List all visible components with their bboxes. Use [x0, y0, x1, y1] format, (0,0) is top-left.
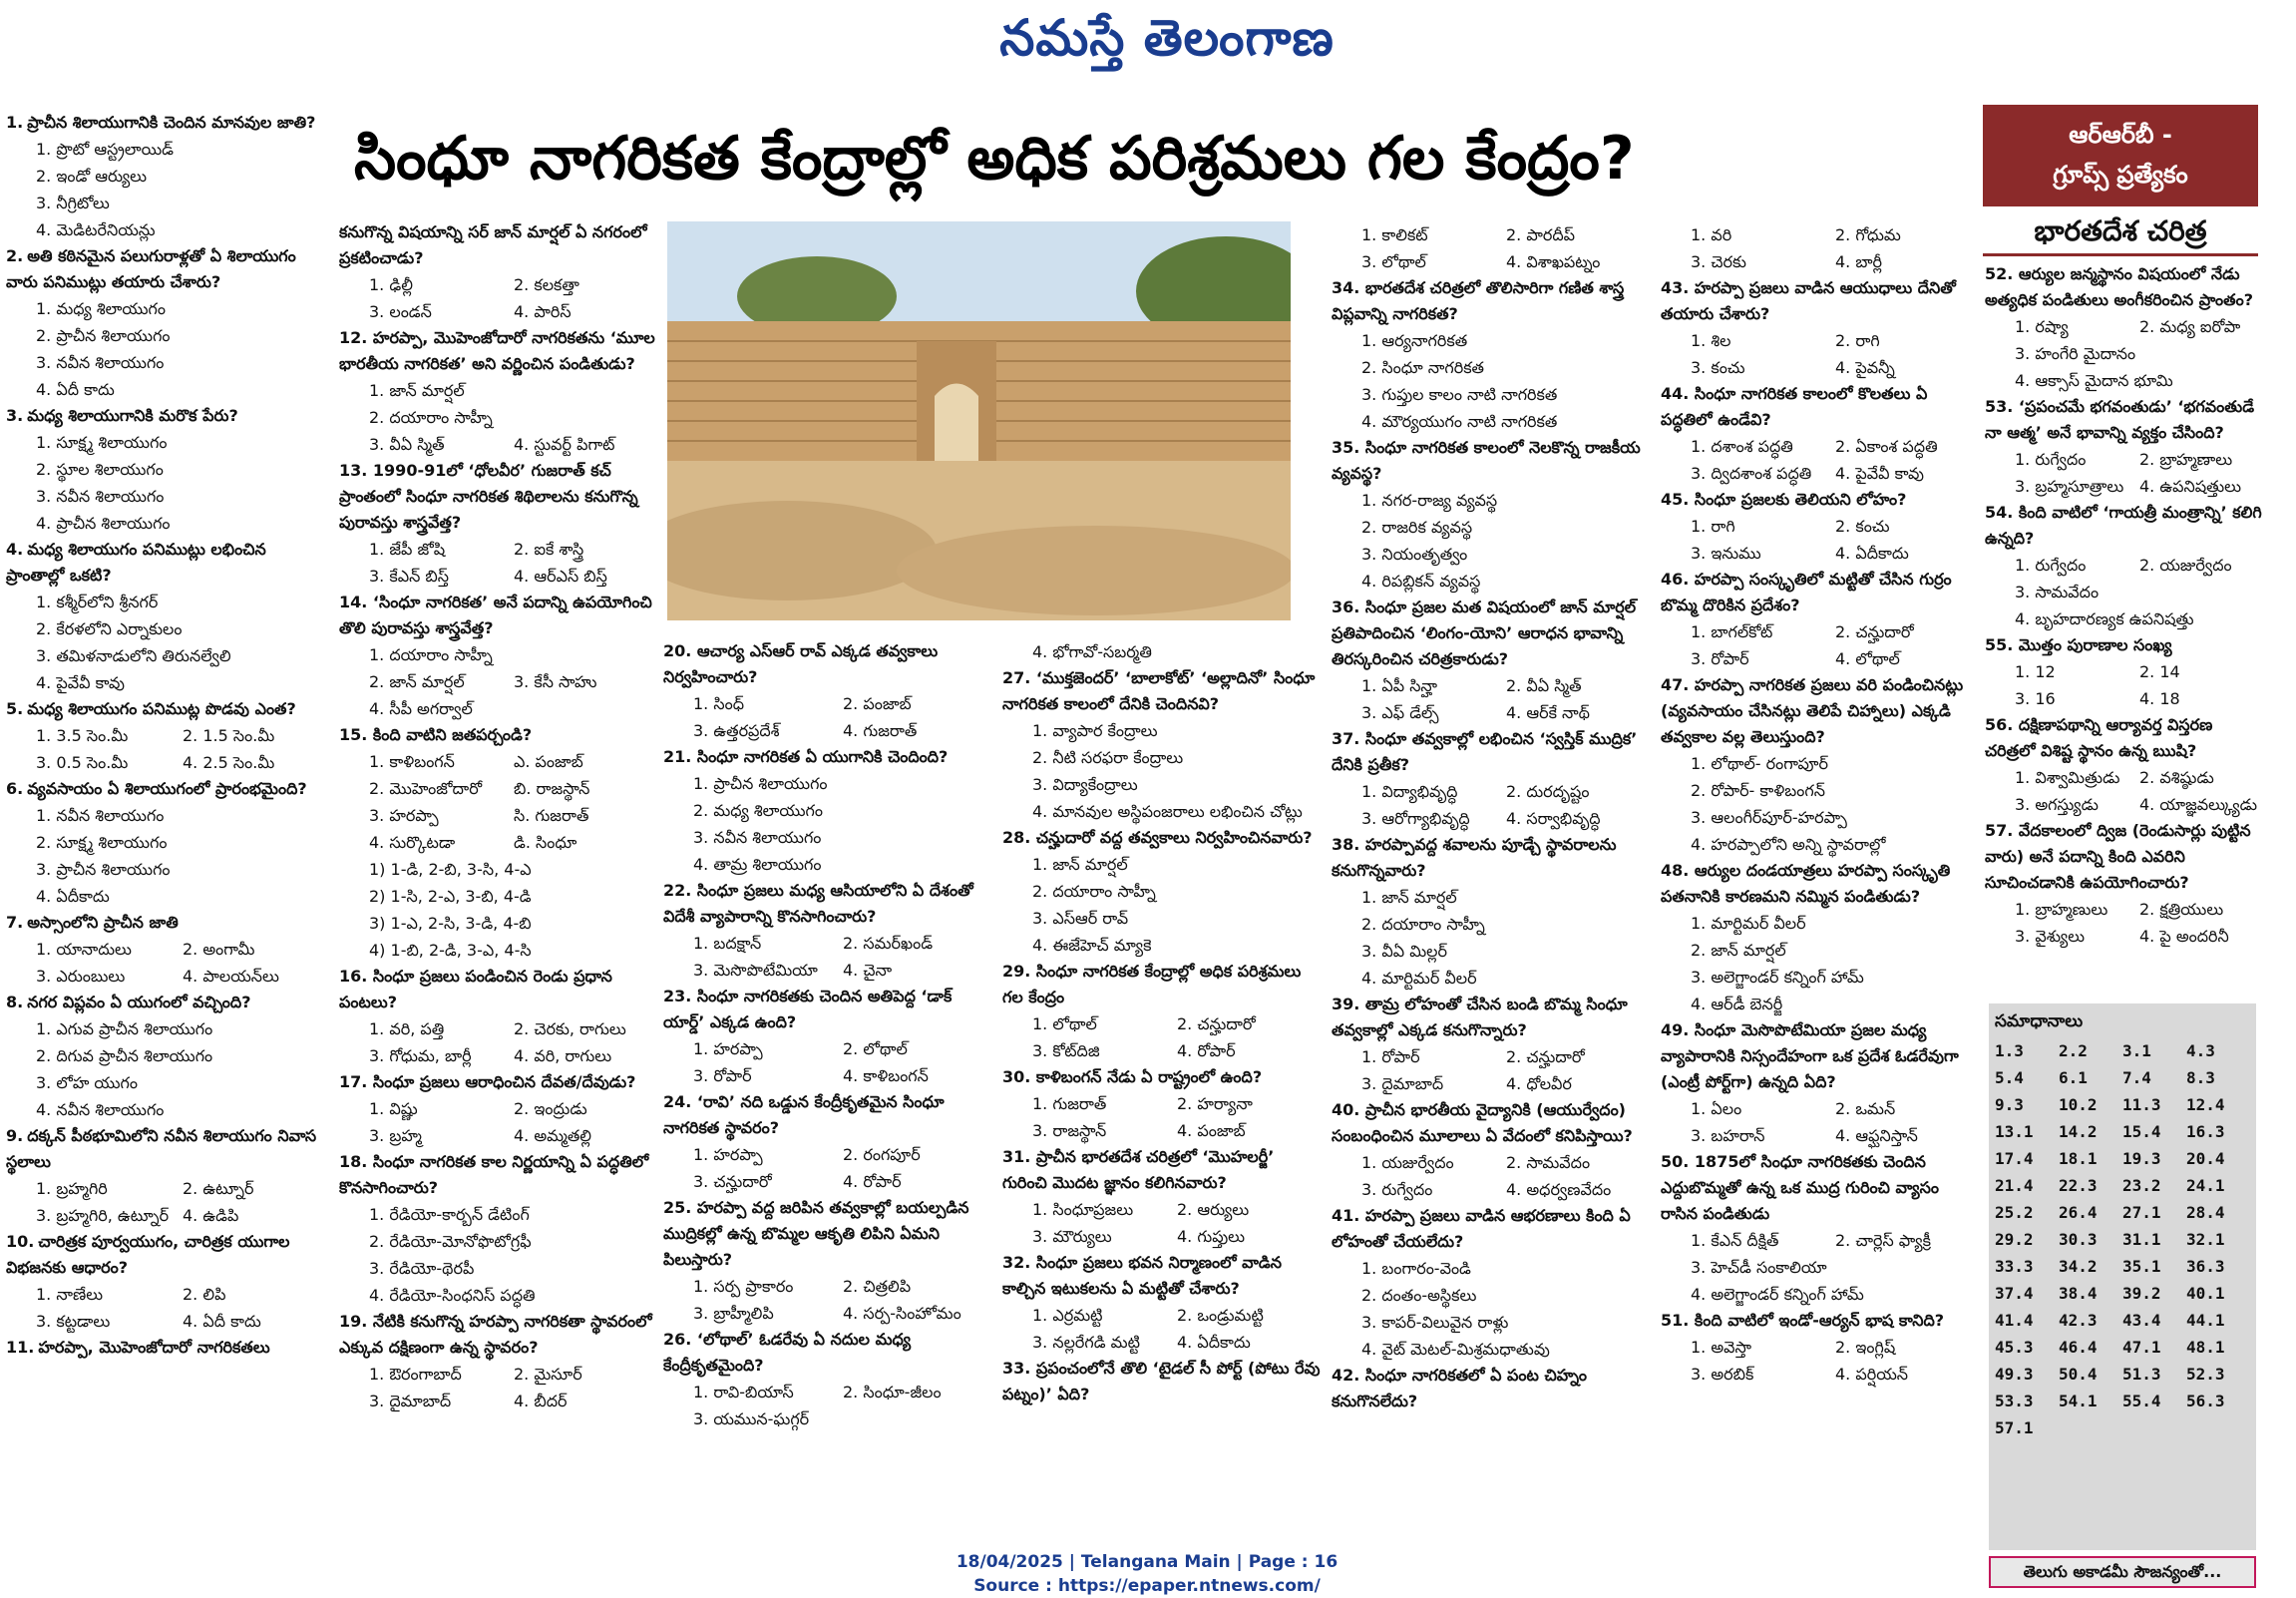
- answer-item: 11.3: [2122, 1095, 2161, 1114]
- subject-title: భారతదేశ చరిత్ర: [1983, 206, 2258, 256]
- answer-item: 55.4: [2122, 1392, 2161, 1410]
- answer-item: 27.1: [2122, 1203, 2161, 1222]
- q6: 6. వ్యవసాయం ఏ శిలాయుగంలో ప్రారంభమైంది? 1. నవీన శిలాయుగం 2. సూక్ష్మ శిలాయుగం 3. ప్రాచీన శిలాయుగం 4. ఏదీకాదు: [6, 779, 307, 906]
- answer-item: 34.2: [2059, 1257, 2098, 1276]
- q2: 2. అతి కఠినమైన పలుగురాళ్లతో ఏ శిలాయుగం వారు పనిముట్లు తయారు చేశారు? 1. మధ్య శిలాయుగం 2. ప్రాచీన శిలాయుగం 3. నవీన శిలాయుగం 4. ఏదీ కాదు: [6, 246, 296, 399]
- answer-item: 51.3: [2122, 1365, 2161, 1384]
- answer-item: 52.3: [2186, 1365, 2225, 1384]
- answer-item: 1.3: [1995, 1041, 2024, 1060]
- answer-item: 28.4: [2186, 1203, 2225, 1222]
- q7: 7. అస్సాంలోని ప్రాచీన జాతి 1. యానాదులు 2. అంగామీ 3. ఎరుంబులు 4. పాలయన్‌లు: [6, 913, 279, 986]
- answer-item: 24.1: [2186, 1176, 2225, 1195]
- answer-item: 2.2: [2059, 1041, 2088, 1060]
- answer-item: 26.4: [2059, 1203, 2098, 1222]
- answer-item: 7.4: [2122, 1068, 2151, 1087]
- answers-grid: [1995, 1041, 2250, 1437]
- answer-item: 33.3: [1995, 1257, 2034, 1276]
- masthead: నమస్తే తెలంగాణ: [999, 8, 1335, 67]
- headline: సింధూ నాగరికత కేంద్రాల్లో అధిక పరిశ్రమలు గల కేంద్రం?: [354, 124, 1635, 194]
- answer-item: 35.1: [2122, 1257, 2161, 1276]
- page-footer: [898, 1550, 1396, 1598]
- answer-item: 43.4: [2122, 1311, 2161, 1330]
- q8: 8. నగర విప్లవం ఏ యుగంలో వచ్చింది? 1. ఎగువ ప్రాచీన శిలాయుగం 2. దిగువ ప్రాచీన శిలాయుగం 3. లోహ యుగం 4. నవీన శిలాయుగం: [6, 993, 251, 1119]
- answer-item: 17.4: [1995, 1149, 2034, 1168]
- answer-item: 9.3: [1995, 1095, 2024, 1114]
- footer-source[interactable]: Source : https://epaper.ntnews.com/: [973, 1576, 1321, 1596]
- answer-item: 13.1: [1995, 1122, 2034, 1141]
- answer-item: 48.1: [2186, 1338, 2225, 1357]
- answer-item: 31.1: [2122, 1230, 2161, 1249]
- answer-item: 49.3: [1995, 1365, 2034, 1384]
- answer-item: 56.3: [2186, 1392, 2225, 1410]
- q9: 9. దక్కన్ పీఠభూమిలోని నవీన శిలాయుగం నివాస స్థలాలు 1. బ్రహ్మగిరి 2. ఉట్నూర్ 3. బ్రహ్మగిరి, ఉట్నూర్ 4. ఉడిపి: [6, 1126, 317, 1225]
- answer-item: 42.3: [2059, 1311, 2098, 1330]
- column-2: కనుగొన్న విషయాన్ని సర్ జాన్ మార్షల్ ఏ నగరంలో ప్రకటించాడు? 1. ఢిల్లీ 2. కలకత్తా 3. లండన్ 4. పారిస్ 12. హరప్పా, మొహెంజోదారో నాగరికతను ‘మూల భారతీయ నాగరికత’ అని వర్ణించిన పండితుడు? 1. జాన్ మార్షల్ 2. దయారాం సాహ్నీ 3. వీఏ స్మిత్ 4. స్టువర్ట్ పిగాట్ 13. 1990-91లో ‘ధోలవీర’ గుజరాత్ కచ్ ప్రాంతంలో సింధూ నాగరికత శిథిలాలను కనుగొన్న పురావస్తు శాస్త్రవేత్త? 1. జేపీ జోషి 2. ఐకే శాస్త్రి 3. కేఎన్ బిస్త్ 4. ఆర్ఎస్ బిస్త్ 14. ‘సింధూ నాగరికత’ అనే పదాన్ని ఉపయోగించి తొలి పురావస్తు శాస్త్రవేత్త? 1. దయారాం సాహ్నీ 2. జాన్ మార్షల్ 3. కేసీ సాహు 4. సీపీ అగర్వాల్ 15. కింది వాటిని జతపర్చండి? 1. కాళిబంగన్ ఎ. పంజాబ్ 2. మొహెంజోదారో బి. రాజస్థాన్ 3. హరప్పా సి. గుజరాత్ 4. సుర్కొటడా డి. సింధూ 1) 1-డి, 2-బి, 3-సి, 4-ఎ 2) 1-సి, 2-ఎ, 3-బి, 4-డి 3) 1-ఎ, 2-సి, 3-డి, 4-బి 4) 1-బి, 2-డి, 3-ఎ, 4-సి 16. సింధూ ప్రజలు పండించిన రెండు ప్రధాన పంటలు? 1. వరి, పత్తి 2. చెరకు, రాగులు 3. గోధుమ, బార్లీ 4. వరి, రాగులు 17. సింధూ ప్రజలు ఆరాధించిన దేవత/దేవుడు? 1. విష్ణు 2. ఇంద్రుడు 3. బ్రహ్మ 4. అమ్మతల్లి 18. సింధూ నాగరికత కాల నిర్ణయాన్ని ఏ పద్ధతిలో కొనసాగించారు? 1. రేడియో-కార్బన్ డేటింగ్ 2. రేడియో-మోనోఫొటోగ్రఫీ 3. రేడియో-థెరపీ 4. రేడియో-సింధనిస్ పద్ధతి 19. నేటికి కనుగొన్న హరప్పా నాగరికతా స్థావరంలో ఎక్కువ దక్షిణంగా ఉన్న స్థావరం? 1. ఔరంగాబాద్ 2. మైసూర్ 3. దైమాబాద్ 4. బీదర్: [339, 222, 655, 1410]
- column-3: 20. ఆచార్య ఎస్ఆర్ రావ్ ఎక్కడ తవ్వకాలు నిర్వహించారు? 1. సింధ్ 2. పంజాబ్ 3. ఉత్తరప్రదేశ్ 4. గుజరాత్ 21. సింధూ నాగరికత ఏ యుగానికి చెందింది? 1. ప్రాచీన శిలాయుగం 2. మధ్య శిలాయుగం 3. నవీన శిలాయుగం 4. తామ్ర శిలాయుగం 22. సింధూ ప్రజలు మధ్య ఆసియాలోని ఏ దేశంతో విదేశీ వ్యాపారాన్ని కొనసాగించారు? 1. బదక్షాన్ 2. సమర్‌ఖండ్ 3. మెసొపొటేమియా 4. చైనా 23. సింధూ నాగరికతకు చెందిన అతిపెద్ద ‘డాక్ యార్డ్’ ఎక్కడ ఉంది? 1. హరప్పా 2. లోథాల్ 3. రోపార్ 4. కాళిబంగన్ 24. ‘రావి’ నది ఒడ్డున కేంద్రీకృతమైన సింధూ నాగరికత స్థావరం? 1. హరప్పా 2. రంగపూర్ 3. చన్హుదారో 4. రోపార్ 25. హరప్పా వద్ద జరిపిన తవ్వకాల్లో బయల్పడిన ముద్రికల్లో ఉన్న బొమ్మల ఆకృతి లిపిని ఏమని పిలుస్తారు? 1. సర్ప ప్రాకారం 2. చిత్రలిపి 3. బ్రాహ్మీలిపి 4. సర్ప-సింహోమం 26. ‘లోథాల్’ ఓడరేవు ఏ నదుల మధ్య కేంద్రీకృతమైంది? 1. రావి-బియాస్ 2. సింధూ-జీలం 3. యమున-ఘగ్గర్: [663, 641, 973, 1428]
- answer-item: 53.3: [1995, 1392, 2034, 1410]
- q5: 5. మధ్య శిలాయుగం పనిముట్ల పొడవు ఎంత? 1. 3.5 సెం.మీ 2. 1.5 సెం.మీ 3. 0.5 సెం.మీ 4. 2.5 సెం.మీ: [6, 699, 296, 772]
- column-4: 4. భోగావో-సబర్మతి 27. ‘ముక్తజెందర్’ ‘బాలాకోట్’ ‘అల్లాదినో’ సింధూ నాగరికత కాలంలో దేనికి చెందినవి? 1. వ్యాపార కేంద్రాలు 2. నీటి సరఫరా కేంద్రాలు 3. విద్యాకేంద్రాలు 4. మానవుల అస్థిపంజరాలు లభించిన చోట్లు 28. చన్హుదారో వద్ద తవ్వకాలు నిర్వహించినవారు? 1. జాన్ మార్షల్ 2. దయారాం సాహ్నీ 3. ఎస్ఆర్ రావ్ 4. ఈజేహెచ్ మ్యాకె 29. సింధూ నాగరికత కేంద్రాల్లో అధిక పరిశ్రమలు గల కేంద్రం 1. లోథాల్ 2. చన్హుదారో 3. కోట్‌దిజి 4. రోపార్ 30. కాళిబంగన్ నేడు ఏ రాష్ట్రంలో ఉంది? 1. గుజరాత్ 2. హర్యానా 3. రాజస్థాన్ 4. పంజాబ్ 31. ప్రాచీన భారతదేశ చరిత్రలో ‘మొహలర్జీ’ గురించి మొదట జ్ఞానం కలిగినవారు? 1. సింధూప్రజలు 2. ఆర్యులు 3. మౌర్యులు 4. గుప్తులు 32. సింధూ ప్రజలు భవన నిర్మాణంలో వాడిన కాల్చిన ఇటుకలను ఏ మట్టితో చేశారు? 1. ఎర్రమట్టి 2. ఒండ్రుమట్టి 3. నల్లరేగడి మట్టి 4. ఏదీకాదు 33. ప్రపంచంలోనే తొలి ‘టైడల్ సీ పోర్ట్ (పోటు రేవు పట్నం)’ ఏది?: [1002, 642, 1321, 1403]
- answer-item: 20.4: [2186, 1149, 2225, 1168]
- q4: 4. మధ్య శిలాయుగం పనిముట్లు లభించిన ప్రాంతాల్లో ఒకటి? 1. కశ్మీర్‌లోని శ్రీనగర్ 2. కేరళలోని ఎర్నాకులం 3. తమిళనాడులోని తిరునల్వేలి 4. పైవేవీ కావు: [6, 540, 266, 692]
- answer-item: 38.4: [2059, 1284, 2098, 1303]
- answer-item: 29.2: [1995, 1230, 2034, 1249]
- answer-item: 6.1: [2059, 1068, 2088, 1087]
- answer-item: 10.2: [2059, 1095, 2098, 1114]
- answer-item: 3.1: [2122, 1041, 2151, 1060]
- answer-item: 47.1: [2122, 1338, 2161, 1357]
- answer-item: 57.1: [1995, 1418, 2034, 1437]
- answer-item: 40.1: [2186, 1284, 2225, 1303]
- answer-item: 44.1: [2186, 1311, 2225, 1330]
- answer-item: 36.3: [2186, 1257, 2225, 1276]
- answer-item: 32.1: [2186, 1230, 2225, 1249]
- answer-item: 4.3: [2186, 1041, 2215, 1060]
- q11: 11. హరప్పా, మొహెంజోదారో నాగరికతలు: [6, 1338, 270, 1357]
- column-7: 52. ఆర్యుల జన్మస్థానం విషయంలో నేడు అత్యధిక పండితులు అంగీకరించిన ప్రాంతం? 1. రష్యా 2. మధ్య ఐరోపా 3. హంగేరి మైదానం 4. ఆక్సాస్ మైదాన భూమి 53. ‘ప్రపంచమే భగవంతుడు’ ‘భగవంతుడే నా ఆత్మ’ అనే భావాన్ని వ్యక్తం చేసింది? 1. రుగ్వేదం 2. బ్రాహ్మణాలు 3. బ్రహ్మసూత్రాలు 4. ఉపనిషత్తులు 54. కింది వాటిలో ‘గాయత్రీ మంత్రాన్ని’ కలిగి ఉన్నది? 1. రుగ్వేదం 2. యజుర్వేదం 3. సామవేదం 4. బృహదారణ్యక ఉపనిషత్తు 55. మొత్తం పురాణాల సంఖ్య 1. 12 2. 14 3. 16 4. 18 56. దక్షిణాపథాన్ని ఆర్యావర్త విస్తరణ చరిత్రలో విశిష్ట స్థానం ఉన్న ఋషి? 1. విశ్వామిత్రుడు 2. వశిష్ఠుడు 3. అగస్త్యుడు 4. యాజ్ఞవల్క్యుడు 57. వేదకాలంలో ద్విజ (రెండుసార్లు పుట్టిన వారు) అనే పదాన్ని కింది ఎవరిని సూచించడానికి ఉపయోగించారు? 1. బ్రాహ్మణులు 2. క్షత్రియులు 3. వైశ్యులు 4. పై అందరినీ: [1985, 264, 2262, 946]
- answer-item: 23.2: [2122, 1176, 2161, 1195]
- answer-item: 37.4: [1995, 1284, 2034, 1303]
- answer-item: 16.3: [2186, 1122, 2225, 1141]
- answer-item: 41.4: [1995, 1311, 2034, 1330]
- answer-item: 22.3: [2059, 1176, 2098, 1195]
- q10: 10. చారిత్రక పూర్వయుగం, చారిత్రక యుగాల విభజనకు ఆధారం? 1. నాణేలు 2. లిపి 3. కట్టడాలు 4. ఏదీ కాదు: [6, 1232, 290, 1331]
- answer-item: 14.2: [2059, 1122, 2098, 1141]
- answer-item: 8.3: [2186, 1068, 2215, 1087]
- column-6: 1. వరి 2. గోధుమ 3. చెరకు 4. బార్లీ 43. హరప్పా ప్రజలు వాడిన ఆయుధాలు దేనితో తయారు చేశారు? 1. శిల 2. రాగి 3. కంచు 4. పైవన్నీ 44. సింధూ నాగరికత కాలంలో కొలతలు ఏ పద్ధతిలో ఉండేవి? 1. దశాంశ పద్ధతి 2. ఏకాంశ పద్ధతి 3. ద్విదశాంశ పద్ధతి 4. పైవేవీ కావు 45. సింధూ ప్రజలకు తెలియని లోహం? 1. రాగి 2. కంచు 3. ఇనుము 4. ఏదీకాదు 46. హరప్పా సంస్కృతిలో మట్టితో చేసిన గుర్రం బొమ్మ దొరికిన ప్రదేశం? 1. బాగల్‌కోట్ 2. చన్హుదారో 3. రోపార్ 4. లోథాల్ 47. హరప్పా నాగరికత ప్రజలు వరి పండించినట్లు (వ్యవసాయం చేసినట్లు తెలిపే చిహ్నాలు) ఎక్కడి తవ్వకాల వల్ల తెలుస్తుంది? 1. లోథాల్- రంగాపూర్ 2. రోపార్- కాళిబంగన్ 3. ఆలంగీర్‌పూర్-హరప్పా 4. హరప్పాలోని అన్ని స్థావరాల్లో 48. ఆర్యుల దండయాత్రలు హరప్పా సంస్కృతి పతనానికి కారణమని నమ్మిన పండితుడు? 1. మార్టిమర్ వీలర్ 2. జాన్ మార్షల్ 3. అలెగ్జాండర్ కన్నింగ్ హామ్ 4. ఆర్‌డీ బెనర్జీ 49. సింధూ మెసొపొటేమియా ప్రజల మధ్య వ్యాపారానికి నిస్సందేహంగా ఒక ప్రదేశ ఓడరేవుగా (ఎంట్రీ పోర్ట్‌గా) ఉన్నది ఏది? 1. ఏలం 2. ఒమన్ 3. బహరాన్ 4. ఆఫ్ఘనిస్తాన్ 50. 1875లో సింధూ నాగరికతకు చెందిన ఎద్దుబొమ్మతో ఉన్న ఒక ముద్ర గురించి వ్యాసం రాసిన పండితుడు 1. కేఎన్ దీక్షిత్ 2. చార్లెస్ ఫ్యాక్రీ 3. హెచ్‌డీ సంకాలియా 4. అలెగ్జాండర్ కన్నింగ్ హామ్ 51. కింది వాటిలో ఇండో-ఆర్యన్ భాష కానిది? 1. అవెస్తా 2. ఇంగ్లిష్ 3. అరబిక్ 4. పర్షియన్: [1661, 225, 1964, 1384]
- answer-item: 46.4: [2059, 1338, 2098, 1357]
- credit-note: తెలుగు అకాడమీ సౌజన్యంతో...: [1989, 1556, 2256, 1588]
- footer-line-1: 18/04/2025 | Telangana Main | Page : 16: [956, 1552, 1339, 1572]
- series-badge: ఆర్ఆర్‌బీ - గ్రూప్స్ ప్రత్యేకం: [1983, 105, 2258, 206]
- answers-box: [1989, 1003, 2256, 1550]
- column-1: [0, 110, 329, 1546]
- q1: 1. ప్రాచీన శిలాయుగానికి చెందిన మానవుల జాతి? 1. ప్రొటో ఆస్ట్రలాయిడ్ 2. ఇండో ఆర్యులు 3. నీగ్రిటోలు 4. మెడిటరేనియన్లు: [6, 113, 316, 239]
- answer-item: 39.2: [2122, 1284, 2161, 1303]
- answer-item: 50.4: [2059, 1365, 2098, 1384]
- answer-item: 12.4: [2186, 1095, 2225, 1114]
- answer-item: 25.2: [1995, 1203, 2034, 1222]
- answer-item: 5.4: [1995, 1068, 2024, 1087]
- answer-item: 45.3: [1995, 1338, 2034, 1357]
- answers-title: సమాధానాలు: [1995, 1011, 2084, 1031]
- answer-item: 30.3: [2059, 1230, 2098, 1249]
- answer-item: 18.1: [2059, 1149, 2098, 1168]
- harappan-fort-photo: [667, 221, 1291, 620]
- answer-item: 21.4: [1995, 1176, 2034, 1195]
- answer-item: 15.4: [2122, 1122, 2161, 1141]
- answer-item: 19.3: [2122, 1149, 2161, 1168]
- column-5: 1. కాలికట్ 2. పారదీప్ 3. లోథాల్ 4. విశాఖపట్నం 34. భారతదేశ చరిత్రలో తొలిసారిగా గణిత శాస్త్ర విప్లవాన్ని నాగరికత? 1. ఆర్యనాగరికత 2. సింధూ నాగరికత 3. గుప్తుల కాలం నాటి నాగరికత 4. మౌర్యయుగం నాటి నాగరికత 35. సింధూ నాగరికత కాలంలో నెలకొన్న రాజకీయ వ్యవస్థ? 1. నగర-రాజ్య వ్యవస్థ 2. రాజరిక వ్యవస్థ 3. నియంతృత్వం 4. రిపబ్లికన్ వ్యవస్థ 36. సింధూ ప్రజల మత విషయంలో జాన్ మార్షల్ ప్రతిపాదించిన ‘లింగం-యోని’ ఆరాధన భావాన్ని తిరస్కరించిన చరిత్రకారుడు? 1. ఏపీ సిన్హా 2. వీఏ స్మిత్ 3. ఎఫ్ డేల్స్ 4. ఆర్‌కే నాథ్ 37. సింధూ తవ్వకాల్లో లభించిన ‘స్వస్తిక్ ముద్రిక’ దేనికి ప్రతీక? 1. విద్యాభివృద్ధి 2. దురదృష్టం 3. ఆరోగ్యాభివృద్ధి 4. సర్వాభివృద్ధి 38. హరప్పావద్ద శవాలను పూడ్చే స్థావరాలను కనుగొన్నవారు? 1. జాన్ మార్షల్ 2. దయారాం సాహ్నీ 3. వీఏ మిల్లర్ 4. మార్టిమర్ వీలర్ 39. తామ్ర లోహంతో చేసిన బండి బొమ్మ సింధూ తవ్వకాల్లో ఎక్కడ కనుగొన్నారు? 1. రోపార్ 2. చన్హుదారో 3. దైమాబాద్ 4. ధోలవీర 40. ప్రాచీన భారతీయ వైద్యానికి (ఆయుర్వేదం) సంబంధించిన మూలాలు ఏ వేదంలో కనిపిస్తాయి? 1. యజుర్వేదం 2. సామవేదం 3. రుగ్వేదం 4. అధర్వణవేదం 41. హరప్పా ప్రజలు వాడిన ఆభరణాలు కింది ఏ లోహంతో చేయలేదు? 1. బంగారం-వెండి 2. దంతం-అస్థికలు 3. కాపర్-విలువైన రాళ్లు 4. వైట్ మెటల్-మిశ్రమధాతువు 42. సింధూ నాగరికతలో ఏ పంట చిహ్నం కనుగొనలేదు?: [1332, 225, 1641, 1410]
- q3: 3. మధ్య శిలాయుగానికి మరొక పేరు? 1. సూక్ష్మ శిలాయుగం 2. స్థూల శిలాయుగం 3. నవీన శిలాయుగం 4. ప్రాచీన శిలాయుగం: [6, 406, 238, 533]
- answer-item: 54.1: [2059, 1392, 2098, 1410]
